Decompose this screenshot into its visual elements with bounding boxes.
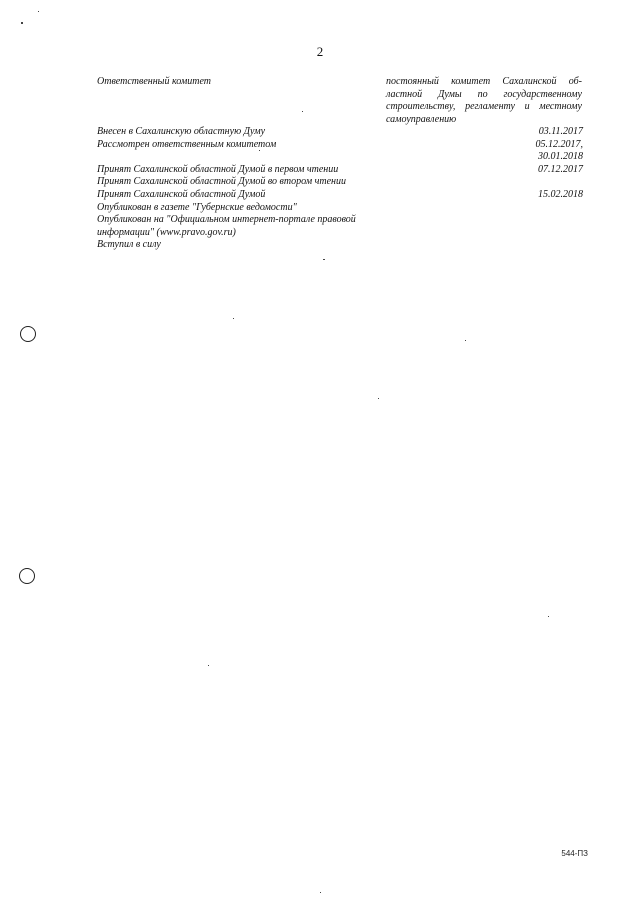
punch-hole-icon	[20, 326, 36, 342]
scan-speck	[320, 892, 321, 893]
history-label: Вступил в силу	[97, 239, 161, 251]
history-label: Принят Сахалинской областной Думой	[97, 188, 266, 200]
scan-speck	[378, 398, 379, 399]
date-value: 30.01.2018	[538, 151, 583, 163]
punch-hole-icon	[19, 568, 35, 584]
history-label: Опубликован на "Официальном интернет-портале правовой	[97, 214, 356, 226]
history-row-committee-review	[97, 139, 583, 164]
history-date	[538, 164, 583, 177]
date-value: 07.12.2017	[538, 163, 583, 175]
scan-speck	[21, 22, 23, 24]
document-code: 544-ПЗ	[561, 849, 588, 858]
committee-value-line: постоянный комитет Сахалинской об-	[386, 76, 582, 87]
history-date	[536, 139, 584, 164]
scan-speck	[323, 259, 325, 260]
committee-label: Ответственный комитет	[97, 76, 211, 87]
history-date	[538, 189, 583, 202]
scan-speck	[302, 111, 303, 112]
history-label: Внесен в Сахалинскую областную Думу	[97, 126, 266, 137]
committee-value-line: строительству, регламенту и местному	[386, 101, 582, 113]
history-label: информации" (www.pravo.gov.ru)	[97, 226, 236, 238]
history-date	[539, 126, 583, 139]
page-number: 2	[316, 44, 324, 59]
history-label: Принят Сахалинской областной Думой во втором чтении	[97, 176, 347, 188]
date-value: 03.11.2017	[538, 126, 583, 137]
scan-speck	[259, 150, 260, 151]
history-row-submitted	[97, 126, 583, 139]
history-row-first-reading	[97, 164, 583, 177]
history-row-second-reading	[97, 176, 583, 189]
scan-speck	[233, 318, 234, 319]
scan-speck	[465, 340, 466, 341]
history-row-in-force	[97, 239, 583, 252]
history-label: Опубликован в газете "Губернские ведомости"	[97, 201, 297, 213]
scan-speck	[208, 665, 209, 666]
history-label: Рассмотрен ответственным комитетом	[97, 138, 277, 150]
date-value: 05.12.2017,	[535, 138, 583, 150]
scan-speck	[548, 616, 549, 617]
history-row-portal	[97, 214, 583, 227]
legislative-history	[97, 126, 583, 252]
history-row-adopted	[97, 189, 583, 202]
committee-value-line: ластной Думы по государственному	[386, 88, 582, 100]
history-row-newspaper	[97, 202, 583, 215]
committee-value	[386, 76, 582, 126]
scan-speck	[38, 11, 39, 12]
history-label: Принят Сахалинской областной Думой в первом чтении	[97, 163, 339, 175]
date-value: 15.02.2018	[538, 188, 583, 200]
history-row-portal-cont	[97, 227, 583, 240]
committee-value-line: самоуправлению	[386, 113, 457, 125]
